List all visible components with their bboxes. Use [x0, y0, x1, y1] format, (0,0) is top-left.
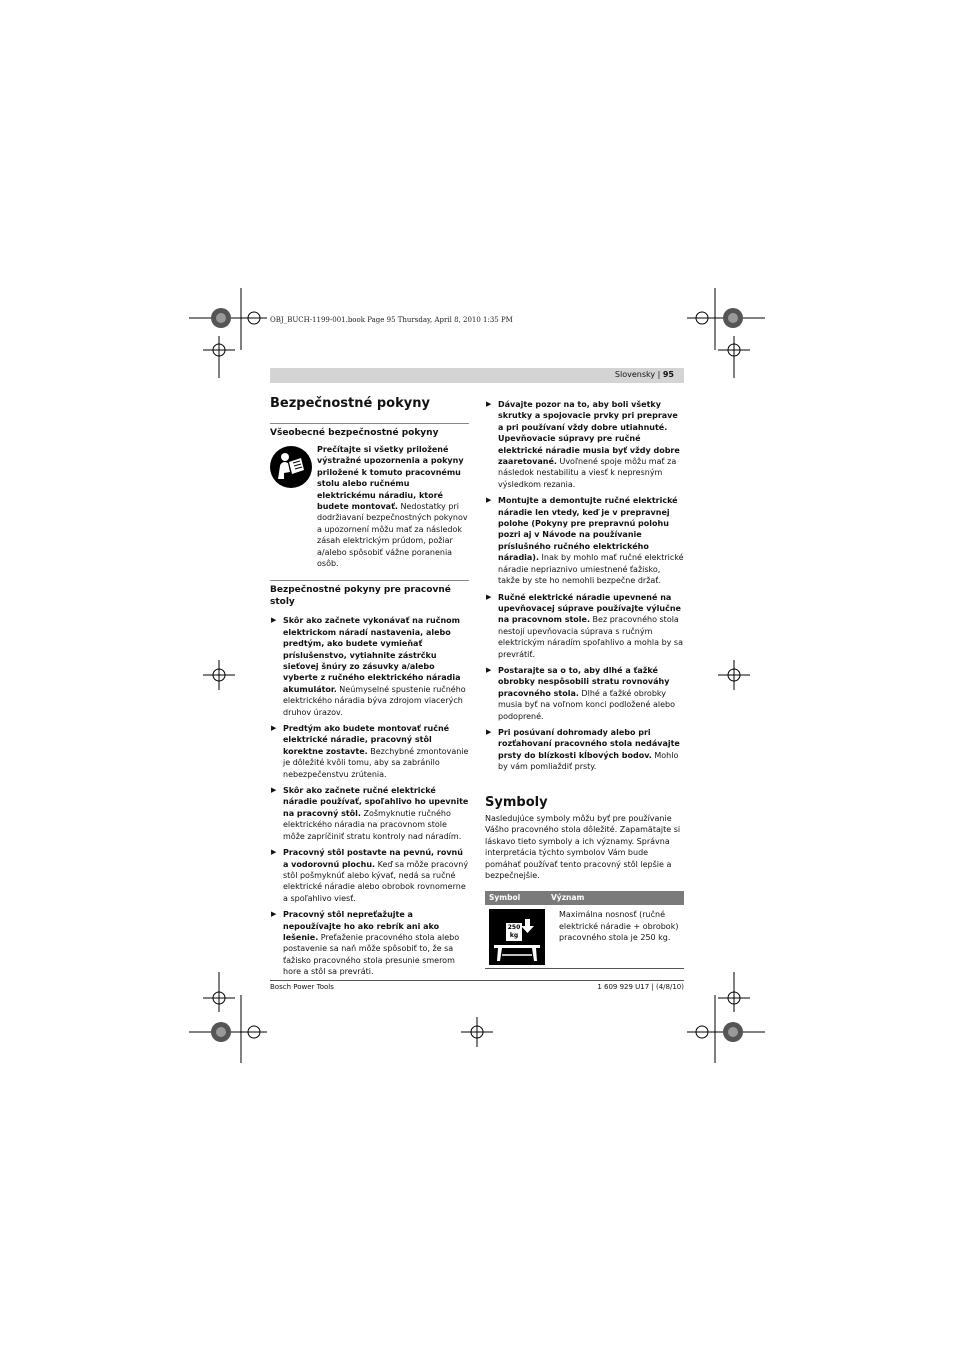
left-bullet-list — [270, 615, 469, 977]
list-item: ▶ Ručné elektrické náradie upevnené na upevňovacej súprave používajte výlučne na pracovnom stole. Bez pracovného stola nestojí upevňovacia súprava s ručným elektrickým náradím spoľahlivo a mohla by sa prevrátiť. — [486, 592, 683, 659]
table-cell-meaning: Maximálna nosnosť (ručné elektrické náradie + obrobok) pracovného stola je 250 kg. — [559, 910, 679, 943]
list-item: ▶ Postarajte sa o to, aby dlhé a ťažké obrobky nespôsobili stratu rovnováhy pracovného stola. Dlhé a ťažké obrobky musia byť na voľnom konci podložené alebo podoprené. — [486, 665, 675, 721]
list-item: ▶ Dávajte pozor na to, aby boli všetky skrutky a spojovacie prvky pri preprave a pri používaní vždy dobre utiahnuté. Upevňovacie súpravy pre ručné elektrické náradie musia byť vždy dobre zaaretované. Uvoľnené spoje môžu mať za následok nestabilitu a viesť k nepresným výsledkom rezania. — [486, 400, 680, 489]
table-row — [485, 905, 684, 969]
list-item: ▶ Skôr ako začnete ručné elektrické náradie používať, spoľahlivo ho upevnite na pracovný stôl. Zošmyknutie ručného elektrického náradia na pracovnom stole môže zapríčiniť stratu kontroly nad náradím. — [271, 786, 469, 841]
list-item: ▶ Pracovný stôl postavte na pevnú, rovnú a vodorovnú plochu. Keď sa môže pracovný stôl pošmyknúť alebo kývať, nedá sa ručné elektrické náradie alebo obrobok rovnomerne a spoľahlivo viesť. — [271, 848, 469, 903]
bullet-arrow-icon: ▶ — [486, 665, 492, 674]
table-header-meaning: Význam — [551, 893, 585, 903]
section-title-safety: Bezpečnostné pokyny — [270, 396, 430, 411]
bullet-arrow-icon: ▶ — [271, 848, 277, 857]
max-load-symbol-icon — [489, 909, 545, 965]
bullet-arrow-icon: ▶ — [486, 400, 492, 408]
bullet-arrow-icon: ▶ — [271, 786, 277, 795]
header-separator: | — [657, 370, 661, 379]
list-item: ▶ Skôr ako začnete vykonávať na ručnom elektrickom náradí nastavenia, alebo predtým, ako budete vymieňať príslušenstvo, vytiahnite zástrčku sieťovej šnúry zo zásuvky a/alebo vyberte z ručného elektrického náradia akumulátor. Neúmyselné spustenie ručného elektrického náradia býva zdrojom viacerých druhov úrazov. — [271, 616, 466, 717]
load-weight-box: 250 kg — [507, 924, 521, 940]
footer-divider — [270, 980, 684, 981]
bullet-arrow-icon: ▶ — [486, 496, 492, 505]
right-column — [485, 399, 684, 969]
table-cell-symbol — [485, 909, 555, 965]
bullet-arrow-icon: ▶ — [271, 724, 277, 733]
footer-doc-id: 1 609 929 U17 | (4/8/10) — [597, 983, 684, 991]
list-item: ▶ Pracovný stôl nepreťažujte a nepoužívajte ho ako rebrík ani ako lešenie. Preťaženie pracovného stola alebo postavenie sa naň môže spôsobiť to, že sa ťažisko pracovného stola presunie smerom hore a stôl sa prevráti. — [271, 910, 460, 977]
section-title-symbols: Symboly — [485, 794, 548, 810]
page-header — [270, 368, 684, 383]
header-language: Slovensky — [614, 370, 656, 379]
symbols-intro: Nasledujúce symboly môžu byť pre používanie Vášho pracovného stola dôležité. Zapamätajte si láskavo tieto symboly a ich významy. Správna interpretácia týchto symbolov Vám bude pomáhať používať tento pracovný stôl lepšie a bezpečnejšie. — [485, 814, 681, 881]
footer-brand: Bosch Power Tools — [270, 983, 334, 991]
table-header-symbol: Symbol — [489, 893, 521, 903]
bullet-arrow-icon: ▶ — [271, 910, 277, 919]
subhead-workbench-safety: Bezpečnostné pokyny pre pracovné stoly — [270, 580, 469, 608]
table-header-row — [485, 891, 684, 905]
bullet-arrow-icon: ▶ — [271, 616, 277, 625]
subhead-general-safety: Všeobecné bezpečnostné pokyny — [270, 423, 469, 440]
intro-bold-text: Prečítajte si všetky priložené výstražné upozornenia a pokyny priložené k tomuto pracovnému stolu alebo ručnému elektrickému náradiu, ktoré budete montovať. — [317, 444, 464, 511]
list-item: ▶ Pri posúvaní dohromady alebo pri rozťahovaní pracovného stola nedávajte prsty do blízkosti kĺbových bodov. Mohlo by vám pomliaždiť prsty. — [486, 727, 680, 772]
list-item: ▶ Predtým ako budete montovať ručné elektrické náradie, pracovný stôl korektne zostavte. Bezchybné zmontovanie je dôležité kvôli tomu, aby sa zabránilo nebezpečenstvu zrútenia. — [271, 724, 469, 779]
page-number: 95 — [662, 370, 674, 379]
book-info-line: OBJ_BUCH-1199-001.book Page 95 Thursday, April 8, 2010 1:35 PM — [270, 316, 513, 324]
read-manual-icon — [270, 446, 312, 488]
bullet-arrow-icon: ▶ — [486, 727, 492, 736]
symbols-table — [485, 891, 684, 969]
right-bullet-list — [485, 399, 684, 773]
bullet-arrow-icon: ▶ — [486, 592, 492, 601]
left-column — [270, 398, 469, 983]
list-item: ▶ Montujte a demontujte ručné elektrické náradie len vtedy, keď je v prepravnej polohe (Pokyny pre prepravnú polohu pozri aj v Návode na používanie príslušného ručného elektrického náradia). Inak by mohlo mať ručné elektrické náradie nepriaznivo umiestnené ťažisko, takže by ste ho nemohli bezpečne držať. — [486, 496, 684, 586]
intro-normal-text: Nedostatky pri dodržiavaní bezpečnostných pokynov a upozornení môžu mať za následok zásah elektrickým prúdom, požiar a/alebo spôsobiť vážne poranenia osôb. — [317, 501, 468, 568]
intro-block — [270, 444, 469, 569]
